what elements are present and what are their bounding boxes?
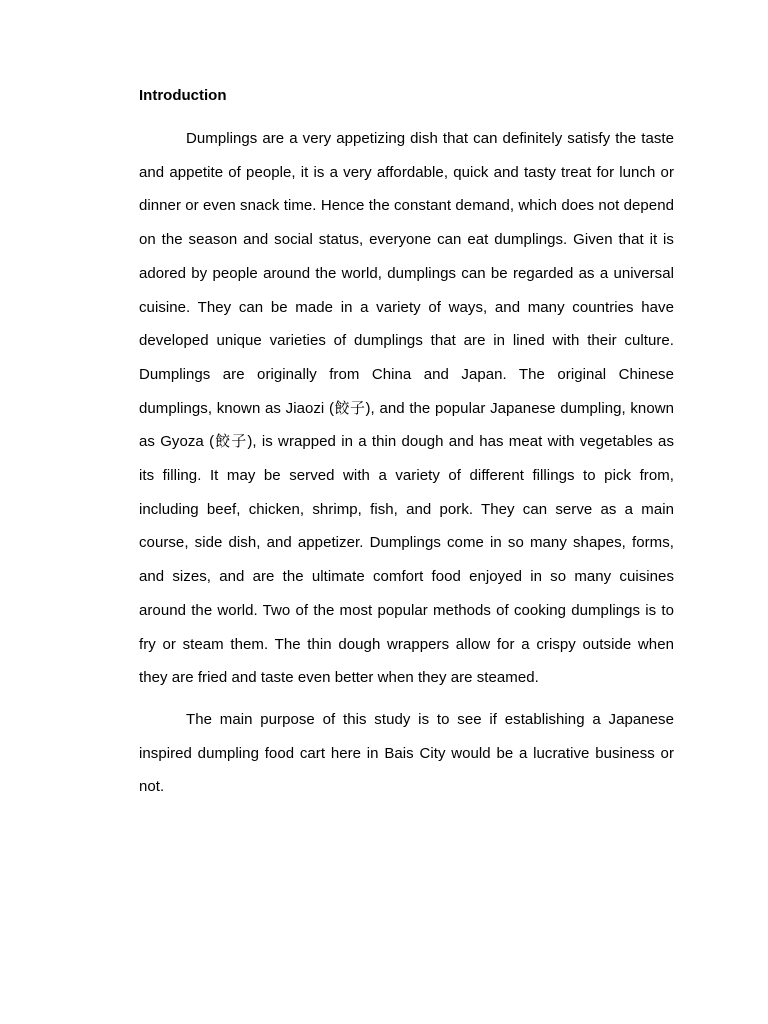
paragraph-purpose: The main purpose of this study is to see if establishing a Japanese inspired dumpling food cart here in Bais City would be a lucrative business or not. bbox=[139, 710, 674, 796]
paragraph-intro: Dumplings are a very appetizing dish that can definitely satisfy the taste and appetite of people, it is a very affordable, quick and tasty treat for lunch or dinner or even snack time. Hence the constant demand, which does not depend on the season and social status, everyone can eat dumplings. Given that it is adored by people around the world, dumplings can be regarded as a universal cuisine. They can be made in a variety of ways, and many countries have developed unique varieties of dumplings that are in lined with their culture. Dumplings are originally from China and Japan. The original Chinese dumplings, known as Jiaozi (餃子), and the popular Japanese dumpling, known as Gyoza (餃子), is wrapped in a thin dough and has meat with vegetables as its filling. It may be served with a variety of different fillings to pick from, including beef, chicken, shrimp, fish, and pork. They can serve as a main course, side dish, and appetizer. Dumplings come in so many shapes, forms, and sizes, and are the ultimate comfort food enjoyed in so many cuisines around the world. Two of the most popular methods of cooking dumplings is to fry or steam them. The thin dough wrappers allow for a crispy outside when they are fried and taste even better when they are steamed. bbox=[139, 130, 674, 687]
section-heading: Introduction bbox=[139, 87, 227, 104]
document-body bbox=[139, 86, 674, 804]
